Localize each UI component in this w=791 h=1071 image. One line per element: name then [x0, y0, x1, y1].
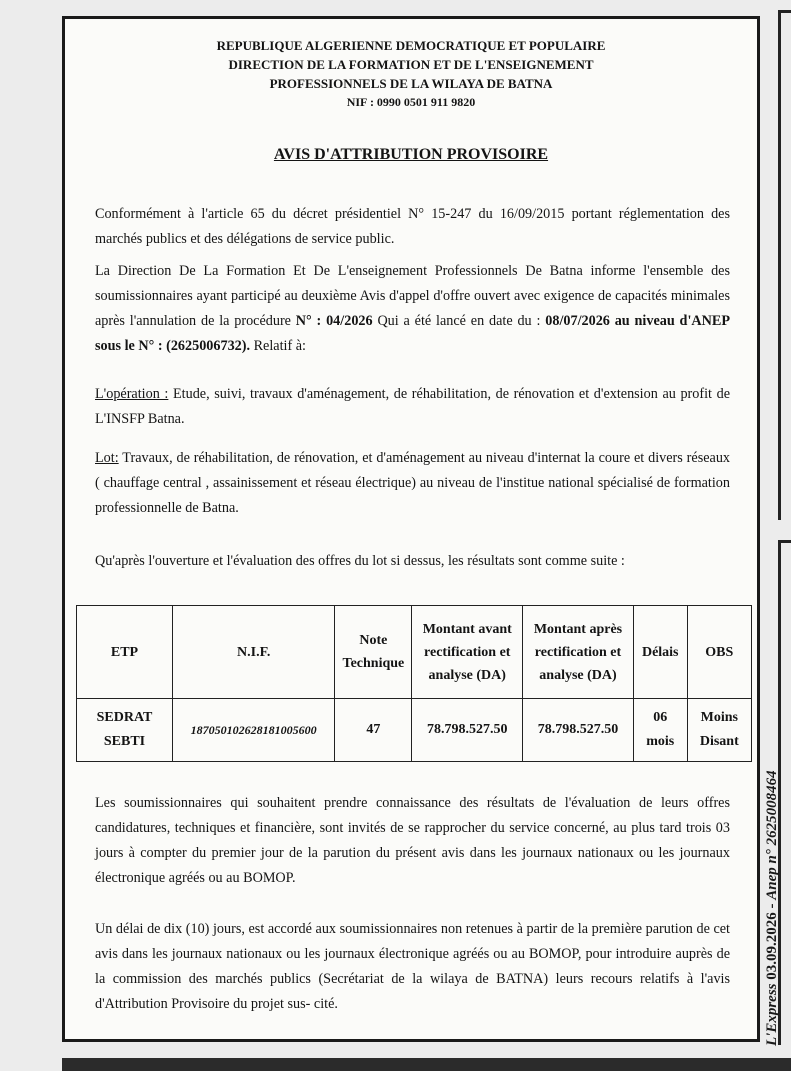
header-line-1: REPUBLIQUE ALGERIENNE DEMOCRATIQUE ET POPULAIRE [216, 38, 606, 53]
notice-frame [62, 16, 760, 1042]
column-header: Note Technique [335, 606, 412, 699]
lot-label: Lot: [95, 450, 119, 466]
header-nif: NIF : 0990 0501 911 9820 [346, 95, 476, 109]
cell-delais: 06 mois [633, 699, 687, 762]
column-header: Montant avant rectification et analyse (DA) [412, 606, 523, 699]
cell-montant-avant: 78.798.527.50 [412, 699, 523, 762]
operation-text: Etude, suivi, travaux d'aménagement, de réhabilitation, de rénovation et d'extension au profit de L'INSFP Batna. [95, 386, 730, 427]
direction-text: La Direction De La Formation Et De L'enseignement Professionnels De Batna informe l'ensemble des soumissionnaires ayant participé au deuxième Avis d'appel d'offre ouvert avec exigence de capacités minimales après l'annulation de la procédure [95, 263, 730, 329]
results-intro: Qu'après l'ouverture et l'évaluation des offres du lot si dessus, les résultats sont comme suite : [95, 553, 625, 569]
column-header: ETP [77, 606, 173, 699]
operation-label: L'opération : [95, 386, 169, 402]
operation-paragraph [95, 382, 730, 432]
notice-title: AVIS D'ATTRIBUTION PROVISOIRE [273, 146, 549, 163]
publication-date: 03.09.2026 - [764, 903, 780, 980]
cell-obs: Moins Disant [687, 699, 751, 762]
lot-text: Travaux, de réhabilitation, de rénovation, et d'aménagement au niveau d'internat la coure et divers réseaux ( chauffage central , assainissement et réseau électrique) au niveau de l'institue national spécialisé de formation professionnelle de Batna. [95, 450, 731, 516]
notice-header [65, 36, 757, 112]
direction-paragraph [95, 259, 730, 359]
column-header: Délais [633, 606, 687, 699]
publication-reference [764, 770, 781, 1046]
column-header: Montant après rectification et analyse (DA) [523, 606, 634, 699]
cell-note-technique: 47 [335, 699, 412, 762]
procedure-number: N° : 04/2026 [295, 313, 373, 329]
cell-etp: SEDRAT SEBTI [77, 699, 173, 762]
column-header: OBS [687, 606, 751, 699]
launch-text: Qui a été lancé en date du : [377, 313, 541, 329]
launch-date-anep: 08/07/2026 au niveau d'ANEP sous le N° : (2625006732). [95, 313, 731, 354]
relatif-text: Relatif à: [253, 338, 306, 354]
intro-paragraph: Conformément à l'article 65 du décret présidentiel N° 15-247 du 16/09/2015 portant réglementation des marchés publics et des délégations de service public. [95, 206, 730, 247]
adjacent-ad-border-top [778, 10, 791, 520]
table-row [77, 699, 752, 762]
closing-paragraph-2: Un délai de dix (10) jours, est accordé aux soumissionnaires non retenues à partir de la première parution de cet avis dans les journaux nationaux ou les journaux électronique agréés ou au BOMOP, pour introduire auprès de la commission des marchés publics (Secrétariat de la wilaya de BATNA) leurs recours relatifs à l'avis d'Attribution Provisoire du projet sus- cité. [95, 921, 730, 1012]
column-header: N.I.F. [172, 606, 334, 699]
results-table [76, 605, 752, 762]
publication-name: L'Express [764, 983, 780, 1046]
anep-number: Anep n° 2625008464 [764, 770, 780, 900]
header-line-2: DIRECTION DE LA FORMATION ET DE L'ENSEIGNEMENT [228, 57, 594, 72]
cell-montant-apres: 78.798.527.50 [523, 699, 634, 762]
cell-nif: 187050102628181005600 [172, 699, 334, 762]
closing-paragraph-1: Les soumissionnaires qui souhaitent prendre connaissance des résultats de l'évaluation de leurs offres candidatures, techniques et financière, sont invités de se rapprocher du service concerné, au plus tard trois 03 jours à compter du premier jour de la parution du présent avis dans les journaux nationaux ou les journaux électronique agréés ou au BOMOP. [95, 795, 730, 886]
bottom-dark-band [62, 1058, 791, 1071]
table-header-row [77, 606, 752, 699]
header-line-3: PROFESSIONNELS DE LA WILAYA DE BATNA [269, 76, 553, 91]
lot-paragraph [95, 446, 730, 521]
